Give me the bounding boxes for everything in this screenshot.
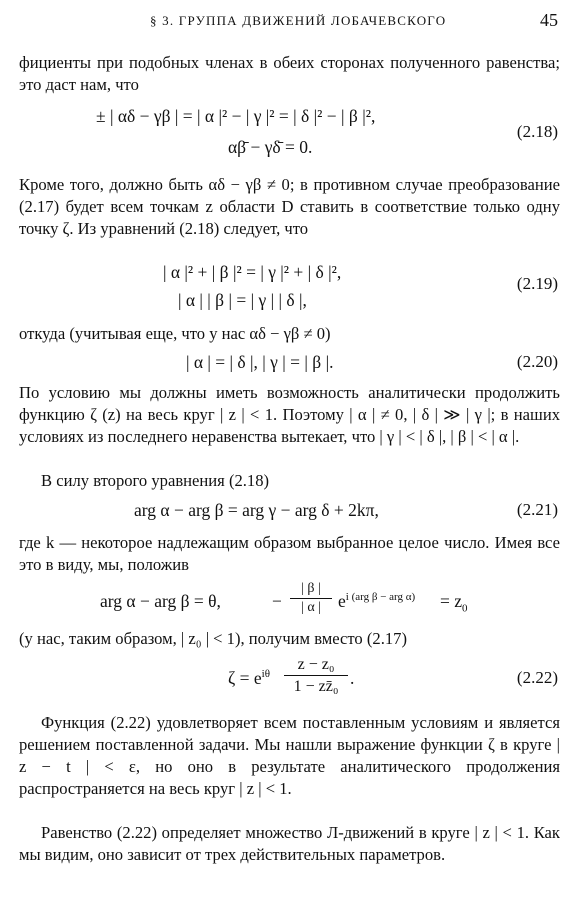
equation-number: (2.19) — [516, 274, 558, 293]
equation-2-18-line-2: αβ̄ − γδ̄ = 0. — [228, 137, 313, 157]
equation-2-21: arg α − arg β = arg γ − arg δ + 2kπ, (2.21) — [134, 500, 558, 520]
running-head: § 3. ГРУППА ДВИЖЕНИЙ ЛОБАЧЕВСКОГО — [150, 13, 447, 28]
equation-number: (2.22) — [516, 668, 558, 687]
equation-2-22: $\zeta = e^{i\theta}$ z − z₀ 1 − zz̄₀ . (2.22) — [228, 656, 558, 695]
equation-theta-z0: arg α − arg β = θ, − | β | | α | $e^{i (arg \beta - arg \alpha)}$ = $z_0$ — [100, 581, 468, 615]
equation-2-19-line-2: | α | | β | = | γ | | δ |, — [178, 290, 307, 310]
paragraph-2: Кроме того, должно быть αδ − γβ ≠ 0; в противном случае преобразование (2.17) будет всем точкам z области D ставить в соответствие только одну точку ζ. Из уравнений (2.18) следует, что — [19, 175, 560, 238]
paragraph-1: фициенты при подобных членах в обеих сторонах полученного равенства; это даст нам, что — [19, 53, 560, 94]
equation-2-18-line-1: ± | αδ − γβ | = | α |² − | γ |² = | δ |² − | β |², — [96, 106, 376, 126]
equation-2-19-line-1: | α |² + | β |² = | γ |² + | δ |², — [163, 262, 342, 282]
equation-2-20: | α | = | δ |, | γ | = | β |. (2.20) — [186, 352, 558, 372]
paragraph-7: (у нас, таким образом, | z₀ | < 1), получим вместо (2.17) — [19, 629, 407, 648]
paragraph-4: По условию мы должны иметь возможность аналитически продолжить функцию ζ (z) на весь круг | z | < 1. Поэтому | α | ≠ 0, | δ | ≫ | γ |; в наших условиях из последнего неравенства вытекает, что | γ | < | δ |, | β | < | α |. — [19, 383, 560, 446]
paragraph-6: где k — некоторое надлежащим образом выбранное целое число. Имея все это в виду, мы, положив — [19, 533, 560, 574]
equation-2-18 — [0, 104, 578, 164]
equation-2-19 — [0, 260, 578, 320]
equation-number: (2.18) — [516, 122, 558, 141]
page-header — [0, 10, 578, 34]
paragraph-3: откуда (учитывая еще, что у нас αδ − γβ ≠ 0) — [19, 324, 331, 343]
paragraph-5: В силу второго уравнения (2.18) — [41, 471, 270, 490]
equation-number: (2.21) — [516, 500, 558, 519]
paragraph-9: Равенство (2.22) определяет множество Л-движений в круге | z | < 1. Как мы видим, оно зависит от трех действительных параметров. — [19, 823, 560, 864]
equation-number: (2.20) — [516, 352, 558, 371]
paragraph-8: Функция (2.22) удовлетворяет всем поставленным условиям и является решением поставленной задачи. Мы нашли выражение функции ζ в круге | z − t | < ε, но оно в результате аналитического продолжения распространяется на весь круг | z | < 1. — [19, 713, 560, 798]
page-number: 45 — [540, 10, 558, 30]
